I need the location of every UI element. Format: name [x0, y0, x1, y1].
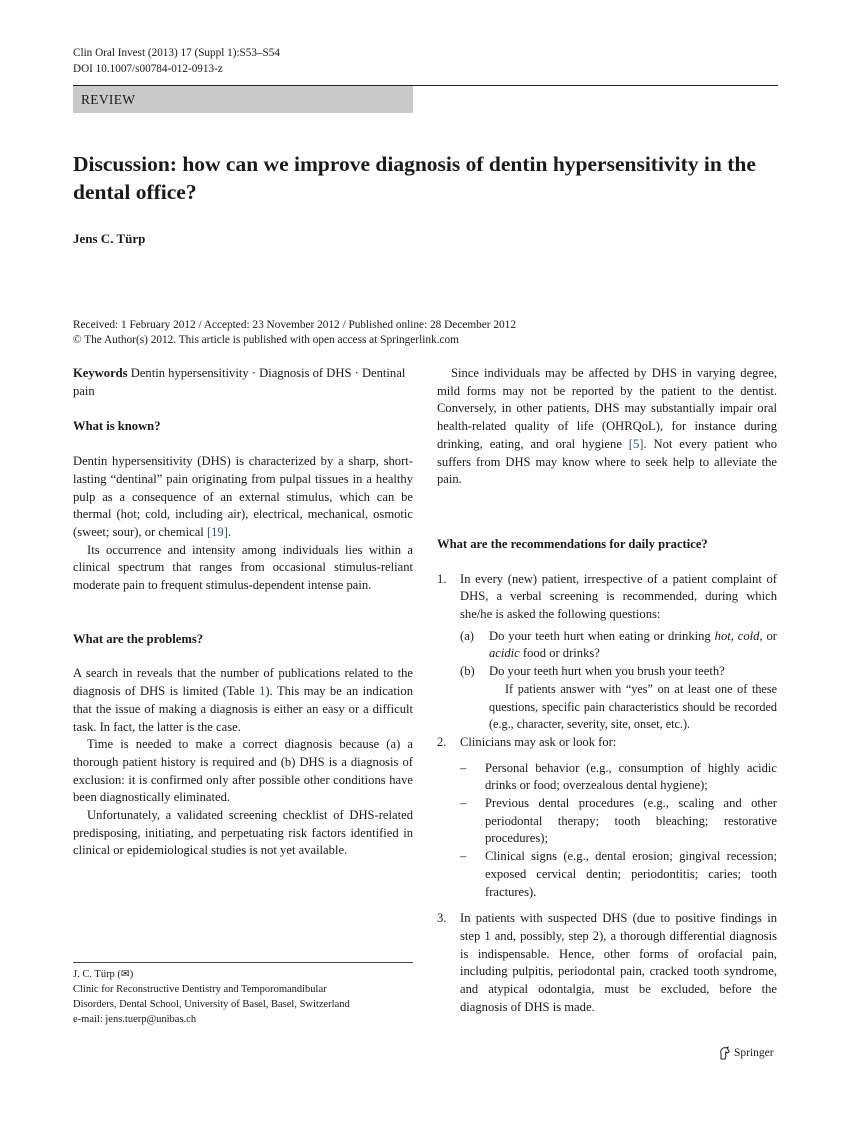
keywords-label: Keywords — [73, 366, 128, 380]
dash-list — [437, 760, 777, 902]
heading-what-is-known: What is known? — [73, 419, 161, 434]
article-title: Discussion: how can we improve diagnosis of dentin hypersensitivity in the dental office? — [73, 152, 756, 204]
list-item-body — [460, 571, 777, 734]
list-item-text: In patients with suspected DHS (due to positive findings in step 1 and, possibly, step 2), a thorough differential diagnosis is indispensable. Hence, other forms of orofacial pain, including pulpitis, periodontal pain, cracked tooth syndrome, and atypical odontalgia, must be excluded, before the diagnosis of DHS is made. — [460, 911, 777, 1014]
affiliation-line: Clinic for Reconstructive Dentistry and Temporomandibular — [73, 984, 327, 995]
list-number: 3. — [437, 911, 447, 926]
sub-item-label: (a) — [460, 628, 474, 643]
dash-item — [460, 795, 777, 848]
author-footnote — [73, 962, 413, 1027]
paragraph — [73, 665, 413, 736]
list-item — [437, 910, 777, 1016]
corresponding-author: J. C. Türp (✉) — [73, 969, 134, 980]
dash-item-text: Previous dental procedures (e.g., scaling and other periodontal therapy; tooth bleaching; restorative procedures); — [485, 796, 777, 846]
list-number: 2. — [437, 734, 447, 749]
dash-bullet: – — [460, 796, 467, 811]
author: Jens C. Türp — [73, 231, 146, 246]
paragraph-text: . Not every patient who suffers from DHS may know where to seek help to alleviate the pain. — [437, 436, 777, 487]
keywords — [73, 365, 413, 400]
paragraph-text: Dentin hypersensitivity (DHS) is characterized by a sharp, short-lasting “dentinal” pain originating from pulpal tissues in a healthy pulp as a consequence of an external stimulus, which can be thermal (hot; cold, including air), electrical, mechanical, osmotic (sweet; sour), or chemical — [73, 454, 413, 539]
publisher-mark — [718, 1046, 774, 1060]
dash-item-text: Personal behavior (e.g., consumption of highly acidic drinks or food; overzealous dental hygiene); — [485, 760, 777, 793]
table-link[interactable]: 1 — [259, 684, 266, 699]
journal-citation: Clin Oral Invest (2013) 17 (Suppl 1):S53–S54 — [73, 47, 280, 59]
journal-header — [73, 46, 280, 77]
springer-horse-icon — [718, 1046, 731, 1060]
heading-recommendations: What are the recommendations for daily practice? — [437, 536, 708, 551]
paragraph-text: A search in reveals that the number of publications related to the diagnosis of DHS is limited (Table — [73, 666, 413, 699]
sub-item — [460, 663, 777, 681]
paragraph-text: . — [227, 524, 232, 539]
right-column — [437, 365, 777, 1017]
dash-item — [460, 848, 777, 901]
license-line: © The Author(s) 2012. This article is published with open access at Springerlink.com — [73, 334, 459, 346]
history-dates: Received: 1 February 2012 / Accepted: 23 November 2012 / Published online: 28 December 2012 — [73, 319, 516, 331]
list-item — [437, 734, 777, 752]
paragraph — [437, 365, 777, 489]
paragraph: Time is needed to make a correct diagnosis because (a) a thorough patient history is required and (b) DHS is a diagnosis of exclusion: it is confirmed only after possible other conditions have been diagnostically eliminated. — [73, 737, 413, 805]
paragraph-text: ). This may be an indication that the issue of making a diagnosis is either an easy or a difficult task. In fact, the latter is the case. — [73, 684, 413, 734]
paragraph: Unfortunately, a validated screening checklist of DHS-related predisposing, initiating, and perpetuating risk factors identified in clinical or epidemiological studies is not yet available. — [73, 808, 413, 858]
dash-bullet: – — [460, 849, 467, 864]
citation-link[interactable]: [5] — [628, 436, 644, 451]
sub-item — [460, 628, 777, 663]
sub-item-note: If patients answer with “yes” on at least one of these questions, specific pain characteristics should be recorded (e.g., character, severity, site, onset, etc.). — [489, 681, 777, 732]
sub-item-text: Do your teeth hurt when you brush your teeth? — [489, 664, 725, 679]
paragraph — [73, 453, 413, 542]
dash-item-text: Clinical signs (e.g., dental erosion; gingival recession; exposed cervical dentin; periodontitis; caries; tooth fractures). — [485, 849, 777, 899]
section-label: REVIEW — [73, 86, 413, 113]
dash-bullet: – — [460, 760, 467, 775]
left-column — [73, 365, 413, 860]
list-item-text: Clinicians may ask or look for: — [460, 734, 617, 749]
list-item-text: In every (new) patient, irrespective of a patient complaint of DHS, a verbal screening is recommended, during which she/he is asked the following questions: — [460, 571, 777, 622]
list-item — [437, 571, 777, 734]
sub-item-label: (b) — [460, 664, 475, 679]
list-number: 1. — [437, 571, 447, 586]
affiliation-line: Disorders, Dental School, University of Basel, Basel, Switzerland — [73, 999, 350, 1010]
list-item-body — [460, 734, 777, 752]
publisher-name: Springer — [734, 1047, 774, 1059]
sub-item-text: Do your teeth hurt when eating or drinking hot, cold, or acidic food or drinks? — [489, 628, 778, 661]
citation-link[interactable]: [19] — [206, 524, 228, 539]
paragraph-text: Since individuals may be affected by DHS in varying degree, mild forms may not be reported by the patient to the dentist. Conversely, in other patients, DHS may substantially impair oral health-related quality of life (OHRQoL), for instance during drinking, eating, and oral hygiene — [437, 366, 777, 451]
keywords-text: Dentin hypersensitivity · Diagnosis of DHS · Dentinal pain — [73, 366, 406, 398]
doi: DOI 10.1007/s00784-012-0913-z — [73, 62, 223, 75]
author-email[interactable]: e-mail: jens.tuerp@unibas.ch — [73, 1014, 197, 1025]
heading-what-are-the-problems: What are the problems? — [73, 631, 204, 646]
footnote-rule — [73, 962, 413, 963]
paragraph: Its occurrence and intensity among individuals lies within a clinical spectrum that ranges from occasional stimulus-reliant moderate pain to frequent stimulus-dependent intense pain. — [73, 542, 413, 593]
dash-item — [460, 760, 777, 795]
article-dates — [73, 318, 516, 348]
